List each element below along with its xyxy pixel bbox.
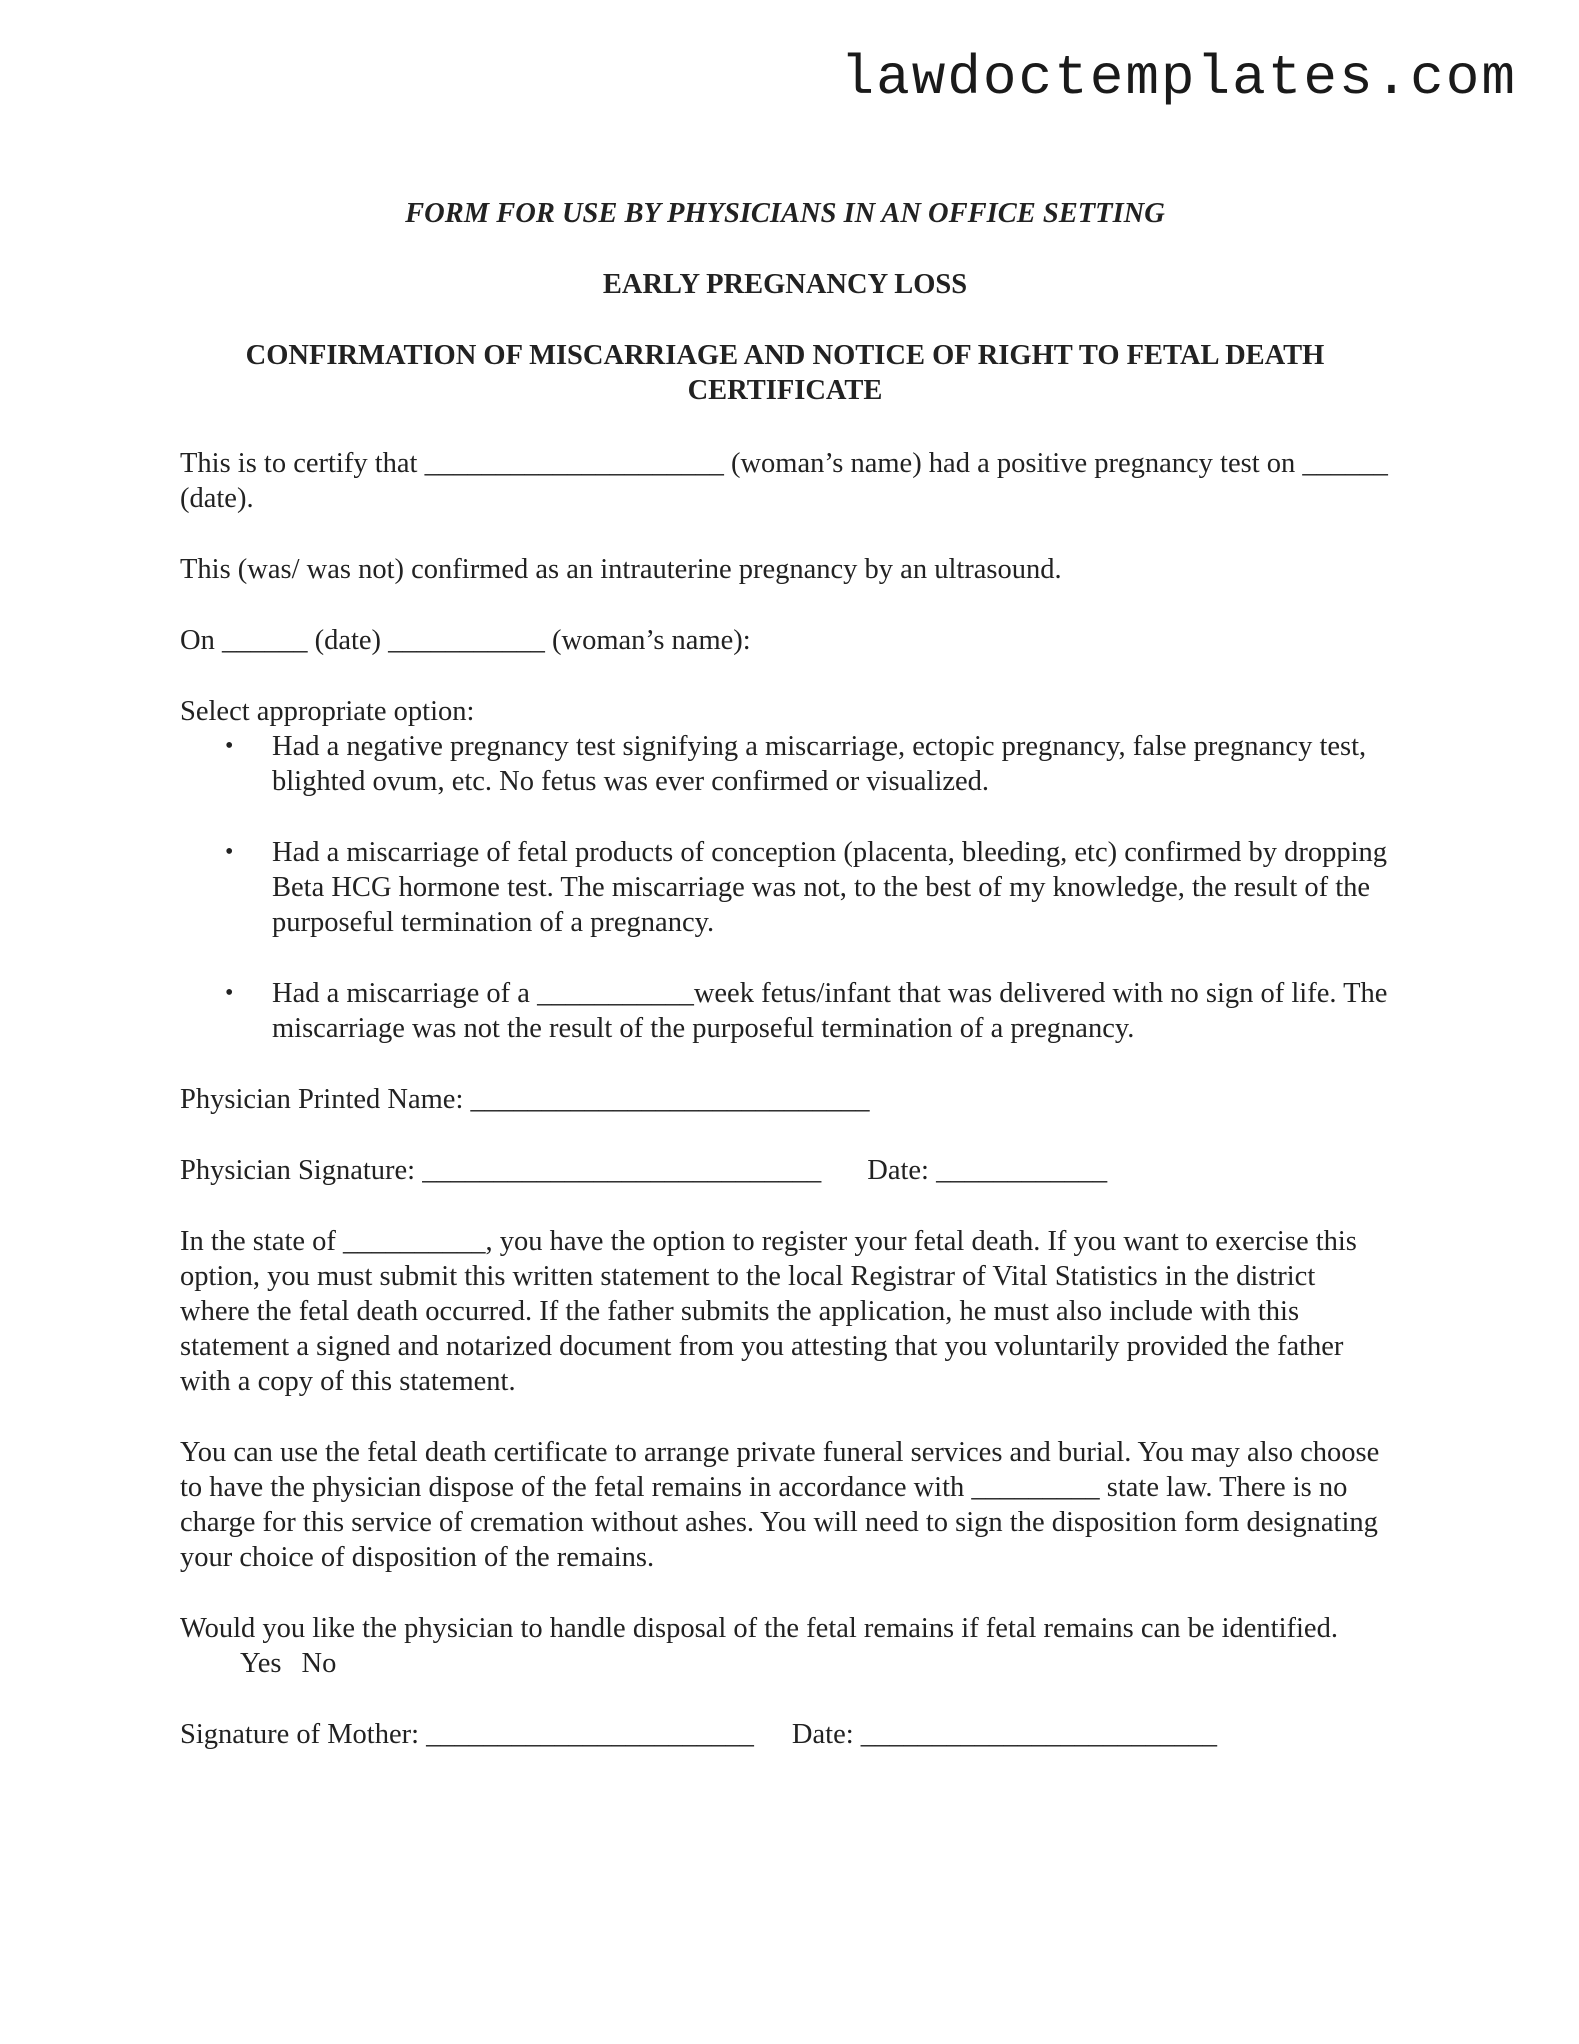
form-document	[180, 196, 1390, 1788]
mother-signature-row	[180, 1717, 1390, 1752]
bullet-icon: •	[225, 980, 234, 1006]
ultrasound-confirmation: This (was/ was not) confirmed as an intrauterine pregnancy by an ultrasound.	[180, 554, 1062, 585]
mother-signature-field[interactable]: Signature of Mother: _______________________	[180, 1719, 754, 1750]
disposal-question-block	[180, 1611, 1390, 1681]
certify-paragraph: This is to certify that _____________________ (woman’s name) had a positive pregnancy test on ______ (date).	[180, 448, 1388, 514]
funeral-notice-paragraph: You can use the fetal death certificate to arrange private funeral services and burial. You may also choose to have the physician dispose of the fetal remains in accordance with _________ state law. There is no charge for this service of cremation without ashes. You will need to sign the disposition form designating your choice of disposition of the remains.	[180, 1437, 1380, 1573]
bullet-icon: •	[225, 839, 234, 865]
disposal-question: Would you like the physician to handle disposal of the fetal remains if fetal remains can be identified.	[180, 1613, 1338, 1644]
form-title: EARLY PREGNANCY LOSS	[602, 269, 968, 300]
no-label: No	[301, 1648, 337, 1679]
options-list	[180, 729, 1390, 1046]
physician-signature-row	[180, 1153, 1390, 1188]
site-watermark: lawdoctemplates.com	[840, 46, 1517, 110]
option-item[interactable]	[180, 976, 1390, 1046]
yes-label: Yes	[240, 1648, 282, 1679]
physician-printed-name-field[interactable]: Physician Printed Name: ____________________________	[180, 1084, 870, 1115]
option-text: Had a negative pregnancy test signifying a miscarriage, ectopic pregnancy, false pregnancy test, blighted ovum, etc. No fetus was ever confirmed or visualized.	[272, 731, 1367, 797]
form-use-heading: FORM FOR USE BY PHYSICIANS IN AN OFFICE SETTING	[405, 198, 1165, 229]
option-item[interactable]	[180, 729, 1390, 799]
option-text: Had a miscarriage of a ___________week fetus/infant that was delivered with no sign of life. The miscarriage was not the result of the purposeful termination of a pregnancy.	[272, 978, 1388, 1044]
bullet-icon: •	[225, 733, 234, 759]
physician-signature-field[interactable]: Physician Signature: ____________________________	[180, 1155, 822, 1186]
mother-date-field[interactable]: Date: _________________________	[791, 1719, 1218, 1750]
physician-date-field[interactable]: Date: ____________	[867, 1155, 1108, 1186]
option-text: Had a miscarriage of fetal products of conception (placenta, bleeding, etc) confirmed by dropping Beta HCG hormone test. The miscarriage was not, to the best of my knowledge, the result of the purposeful termination of a pregnancy.	[272, 837, 1388, 938]
state-notice-paragraph: In the state of __________, you have the option to register your fetal death. If you want to exercise this option, you must submit this written statement to the local Registrar of Vital Statistics in the district where the fetal death occurred. If the father submits the application, he must also include with this statement a signed and notarized document from you attesting that you voluntarily provided the father with a copy of this statement.	[180, 1226, 1357, 1397]
on-date-line: On ______ (date) ___________ (woman’s name):	[180, 625, 751, 656]
option-item[interactable]	[180, 835, 1390, 940]
select-option-label: Select appropriate option:	[180, 696, 475, 727]
form-subtitle: CONFIRMATION OF MISCARRIAGE AND NOTICE OF RIGHT TO FETAL DEATH CERTIFICATE	[245, 340, 1325, 406]
